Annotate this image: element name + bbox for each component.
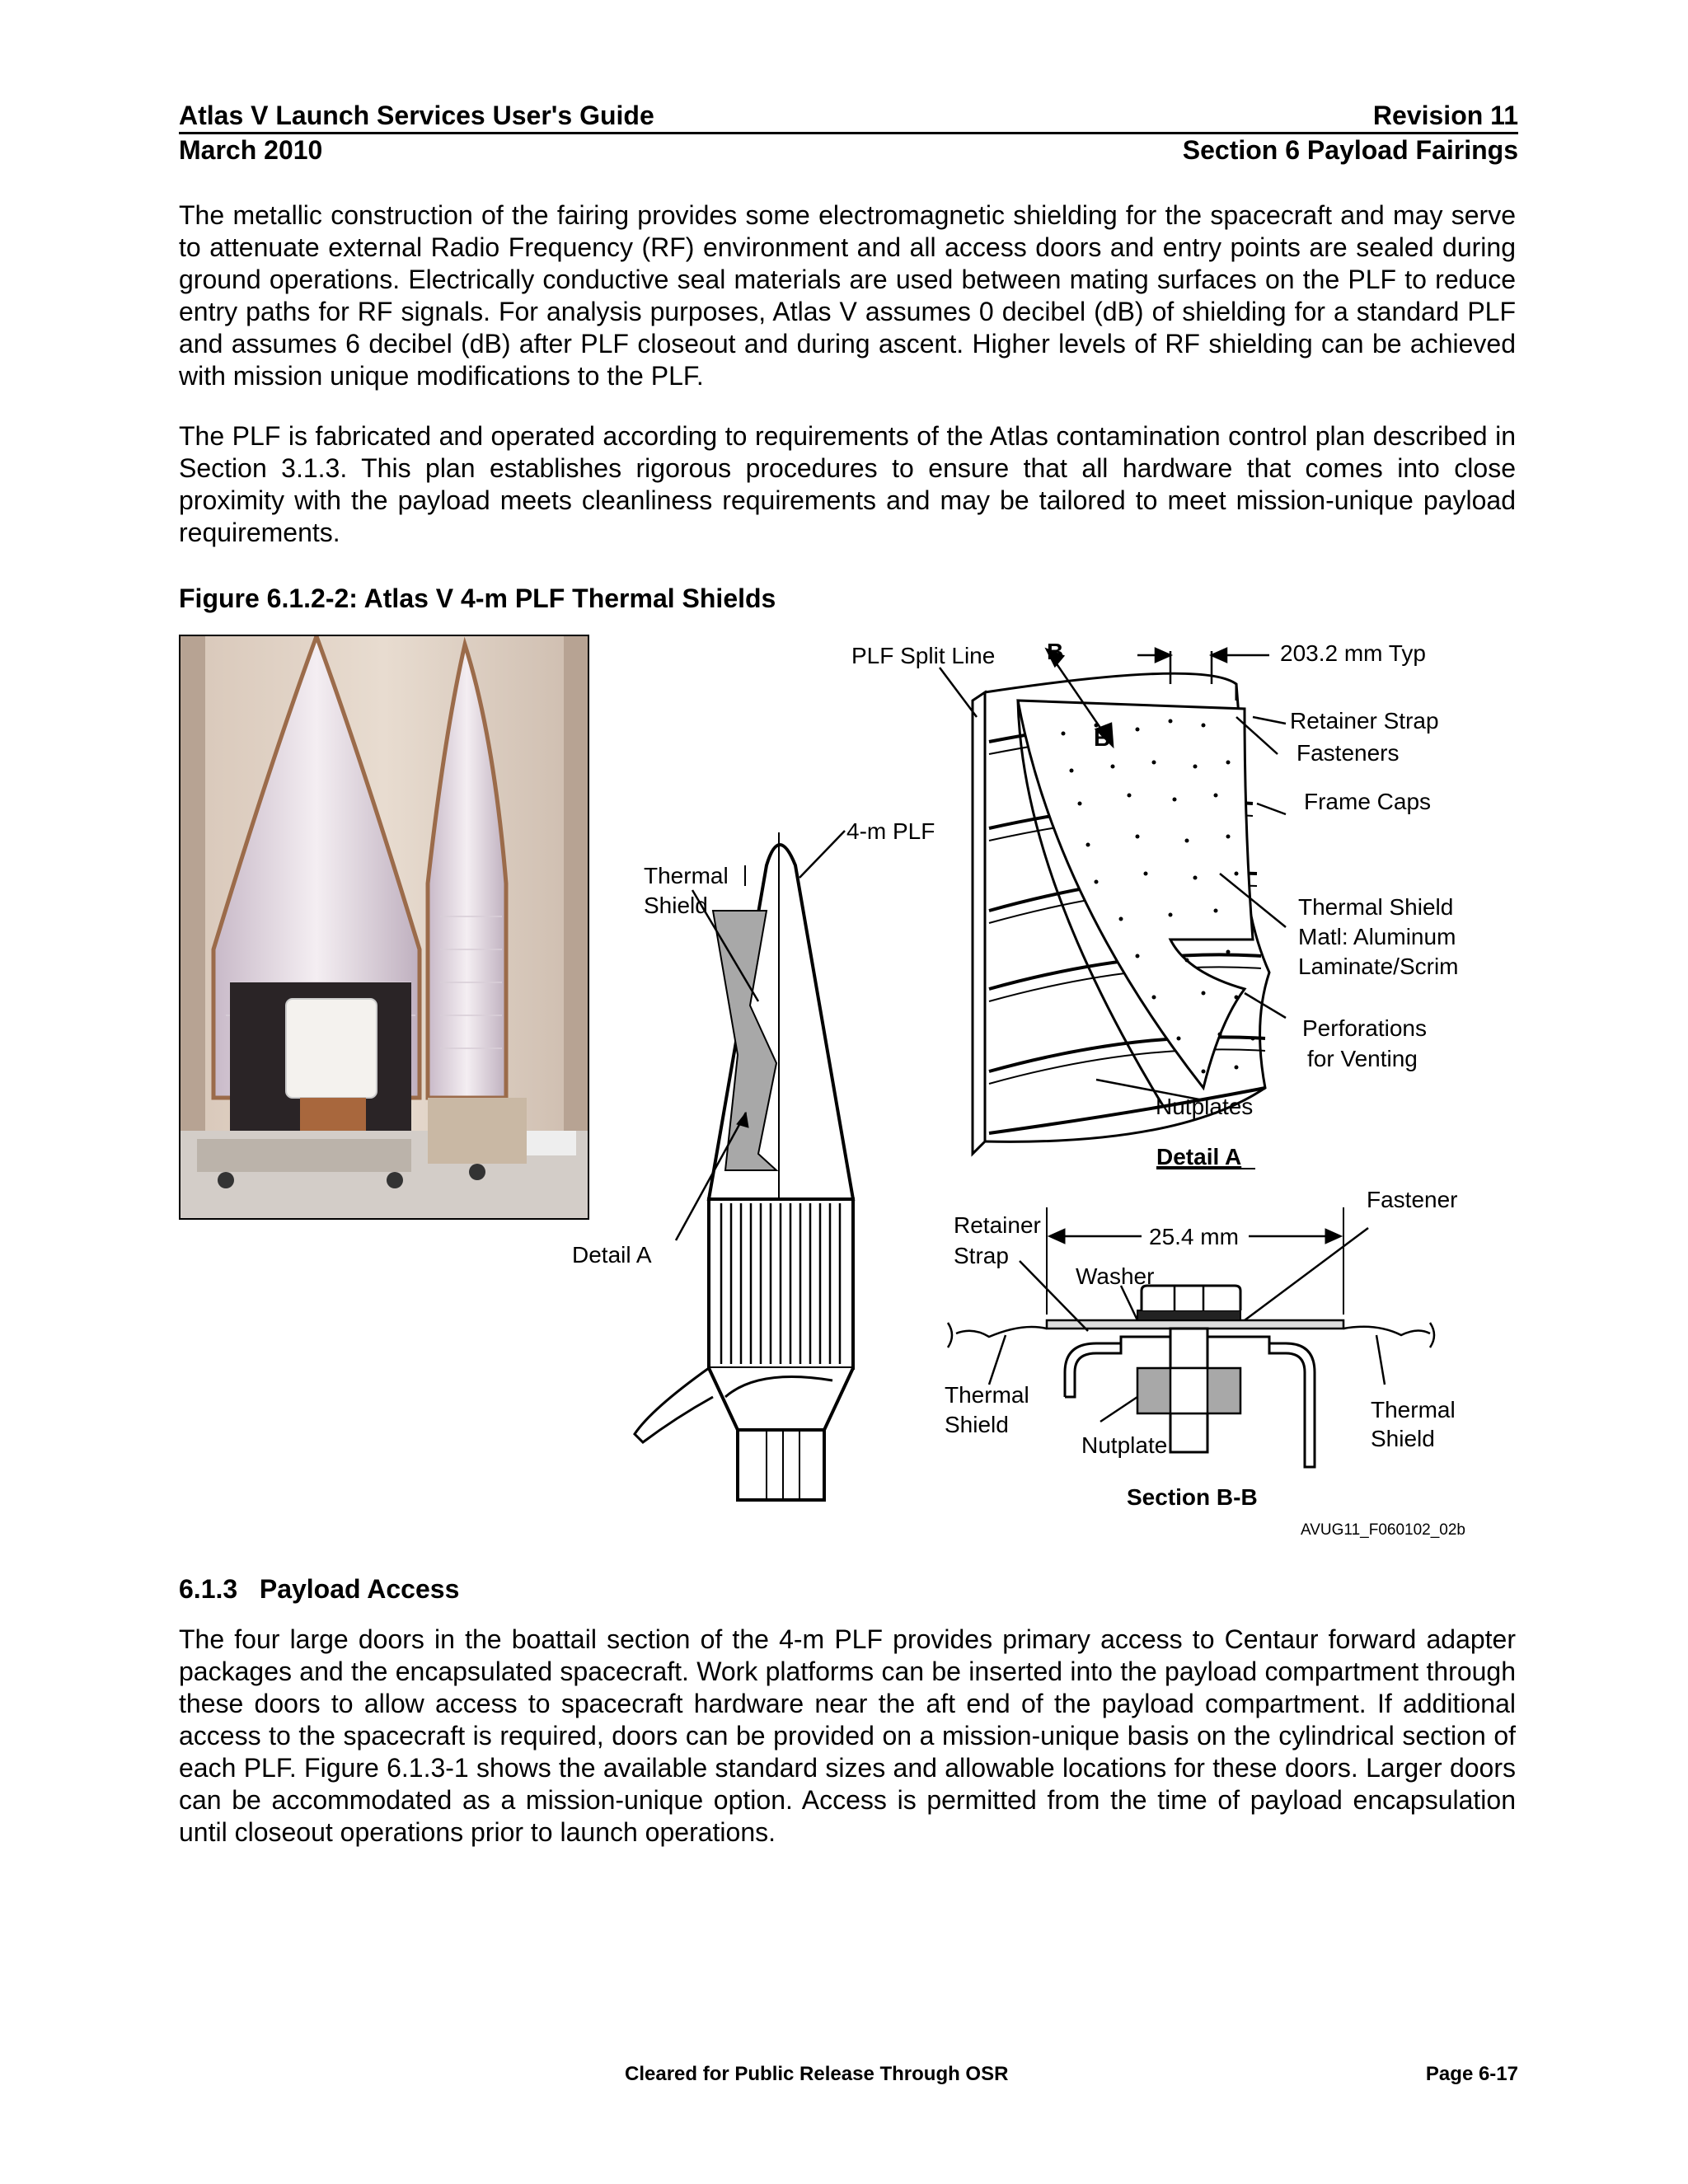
label-section-bb: Section B-B <box>1127 1484 1258 1510</box>
label-detail-a: Detail A <box>572 1242 652 1268</box>
label-frame-caps: Frame Caps <box>1304 789 1432 814</box>
fairing-photo <box>179 635 589 1220</box>
label-shield: Shield <box>644 893 708 918</box>
label-ts-matl-2: Matl: Aluminum <box>1298 924 1456 949</box>
figure-title: Figure 6.1.2-2: Atlas V 4-m PLF Thermal Shields <box>179 583 776 613</box>
label-b-mid: B <box>1094 725 1111 751</box>
label-fasteners: Fasteners <box>1296 740 1400 766</box>
footer-release-note: Cleared for Public Release Through OSR <box>625 2063 1009 2085</box>
plf-cone-drawing <box>635 831 853 1500</box>
section-heading-payload-access: 6.1.3 Payload Access <box>179 1574 460 1604</box>
label-plf-split-line: PLF Split Line <box>851 643 996 668</box>
label-4m-plf: 4-m PLF <box>846 818 935 844</box>
label-shield-right: Shield <box>1371 1426 1435 1451</box>
label-thermal-left: Thermal <box>945 1382 1029 1408</box>
label-perforations: Perforations <box>1302 1015 1427 1041</box>
label-detail-a-title: Detail A <box>1156 1144 1242 1169</box>
label-retainer-strap-a: Retainer Strap <box>1290 708 1439 733</box>
detail-a-drawing <box>973 673 1269 1154</box>
label-figure-id: AVUG11_F060102_02b <box>1301 1521 1466 1539</box>
label-retainer: Retainer <box>954 1212 1041 1238</box>
label-b-top: B <box>1047 639 1064 664</box>
paragraph-payload-access: The four large doors in the boattail section of the 4-m PLF provides primary access to Centaur forward adapter packages and the encapsulated spacecraft. Work platforms can be inserted into the payload compartment through these doors to allow access to spacecraft hardware near the aft end of the payload compartment. If additional access to the spacecraft is required, doors can be provided on a mission-unique basis on the cylindrical section of each PLF. Figure 6.1.3-1 shows the available standard sizes and allowable locations for these doors. Larger doors can be accommodated as a mission-unique option. Access is permitted from the time of payload encapsulation until closeout operations prior to launch operations. <box>179 1624 1516 1847</box>
header-guide-title: Atlas V Launch Services User's Guide <box>179 101 654 130</box>
header-date: March 2010 <box>179 135 323 165</box>
label-fastener: Fastener <box>1367 1187 1458 1212</box>
paragraph-rf-shielding: The metallic construction of the fairing provides some electromagnetic shielding for the spacecraft and may serve to attenuate external Radio Frequency (RF) environment and all access doors and entry points are sealed during ground operations. Electrically conductive seal materials are used between mating surfaces on the PLF to reduce entry paths for RF signals. For analysis purposes, Atlas V assumes 0 decibel (dB) of shielding for a standard PLF and assumes 6 decibel (dB) after PLF closeout and during ascent. Higher levels of RF shielding can be achieved with mission unique modifications to the PLF. <box>179 200 1516 391</box>
label-203-mm: 203.2 mm Typ <box>1280 640 1426 666</box>
label-shield-left: Shield <box>945 1412 1009 1437</box>
label-thermal: Thermal <box>644 863 729 888</box>
label-ts-matl-3: Laminate/Scrim <box>1298 954 1459 979</box>
header-revision: Revision 11 <box>1372 101 1518 130</box>
label-nutplates: Nutplates <box>1156 1094 1254 1119</box>
label-nutplate: Nutplate <box>1081 1432 1168 1458</box>
label-strap: Strap <box>954 1243 1009 1268</box>
paragraph-contamination: The PLF is fabricated and operated according to requirements of the Atlas contamination control plan described in Section 3.1.3. This plan establishes rigorous procedures to ensure that all hardware that comes into close proximity with the payload meets cleanliness requirements and may be tailored to meet mission-unique payload requirements. <box>179 421 1516 547</box>
label-ts-matl-1: Thermal Shield <box>1298 894 1454 920</box>
label-washer: Washer <box>1076 1263 1155 1289</box>
thermal-shield-diagram <box>560 626 1492 1541</box>
header-section: Section 6 Payload Fairings <box>1182 135 1518 165</box>
label-25-mm: 25.4 mm <box>1149 1224 1239 1249</box>
footer-page-number: Page 6-17 <box>1425 2063 1518 2085</box>
fairing-photo-image <box>181 636 588 1218</box>
label-for-venting: for Venting <box>1307 1046 1418 1071</box>
label-thermal-right: Thermal <box>1371 1397 1456 1422</box>
